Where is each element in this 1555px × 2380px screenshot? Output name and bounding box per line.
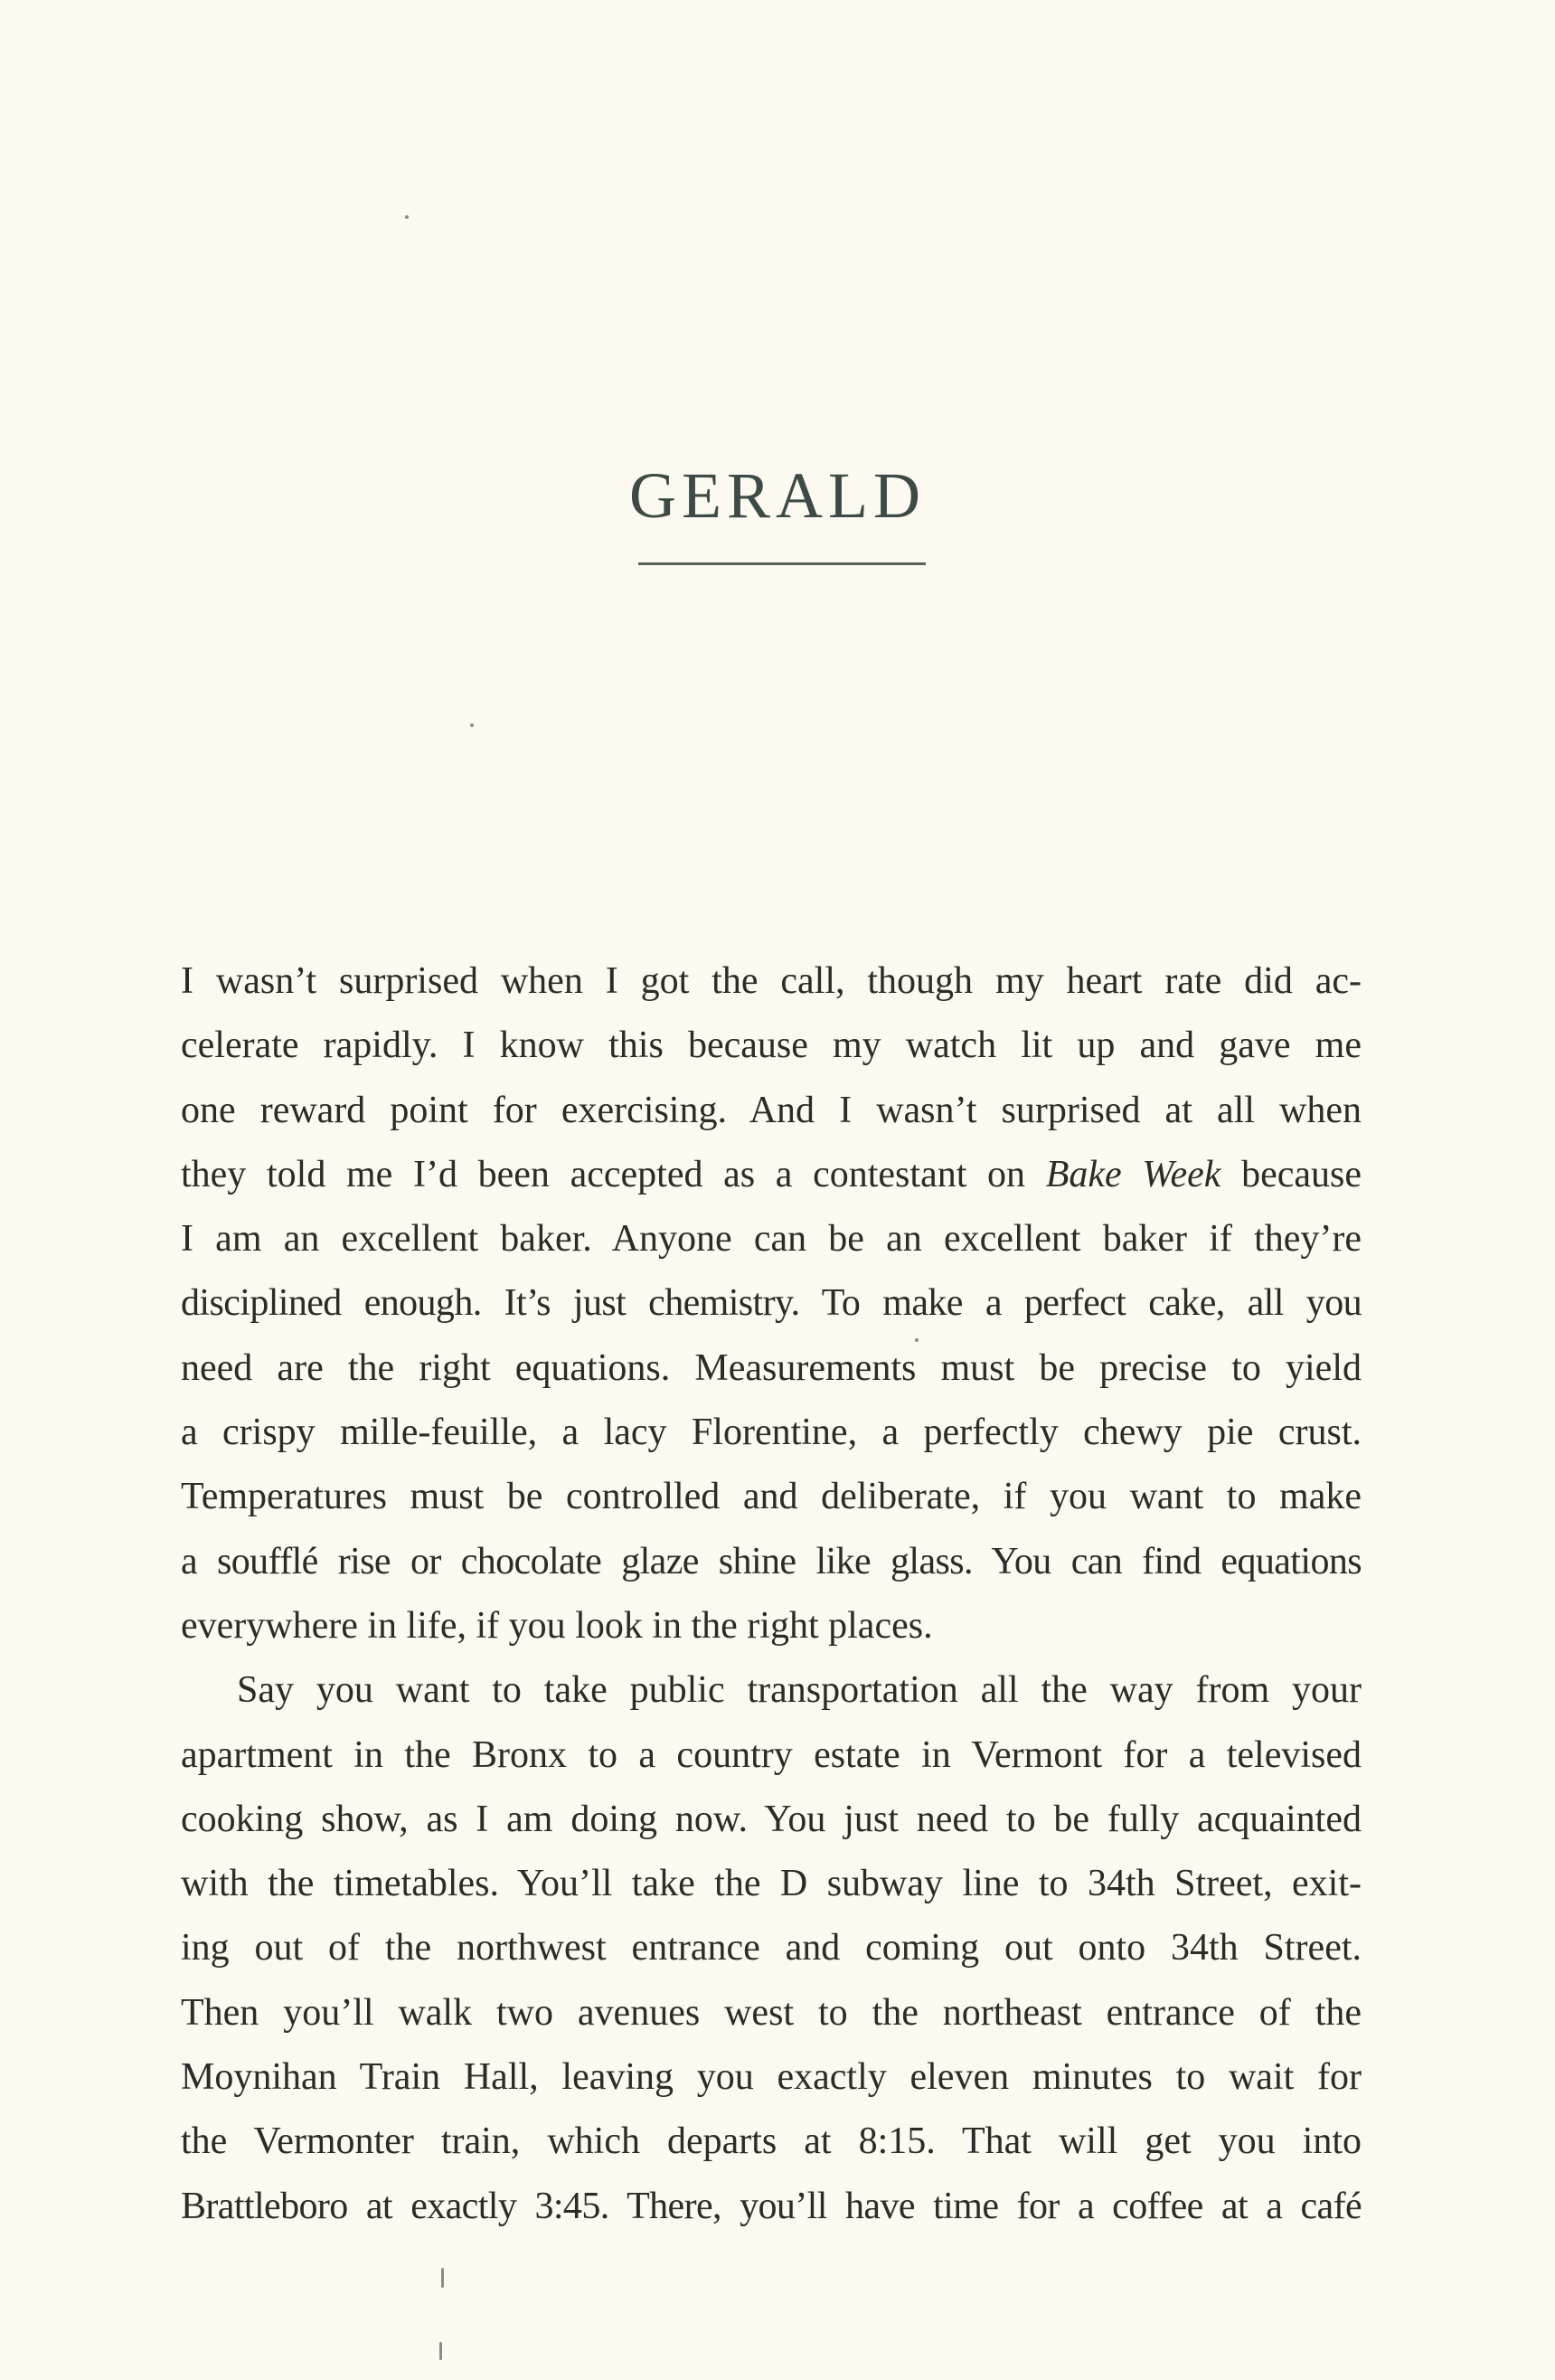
text-line: Then you’ll walk two avenues west to the northeast entrance of the xyxy=(181,1991,1362,2034)
show-title: Bake Week xyxy=(1045,1153,1221,1195)
text-line: Temperatures must be controlled and deliberate, if you want to make xyxy=(181,1476,1362,1518)
paper-speck xyxy=(915,1338,919,1342)
chapter-title: GERALD xyxy=(629,459,926,532)
text-line: everywhere in life, if you look in the right places. xyxy=(181,1604,933,1647)
paper-speck xyxy=(439,2342,442,2360)
text-fragment: because xyxy=(1220,1153,1362,1195)
text-line: the Vermonter train, which departs at 8:15. That will get you into xyxy=(181,2120,1362,2163)
text-line: Moynihan Train Hall, leaving you exactly eleven minutes to wait for xyxy=(181,2056,1362,2099)
text-line: need are the right equations. Measurements must be precise to yield xyxy=(181,1346,1362,1389)
text-line: apartment in the Bronx to a country estate in Vermont for a televised xyxy=(181,1733,1362,1776)
text-line: Brattleboro at exactly 3:45. There, you’ll have time for a coffee at a café xyxy=(181,2185,1362,2227)
text-fragment: they told me I’d been accepted as a contestant on xyxy=(181,1153,1046,1195)
text-line: with the timetables. You’ll take the D subway line to 34th Street, exit- xyxy=(181,1863,1362,1905)
title-underline xyxy=(638,562,926,565)
text-line: disciplined enough. It’s just chemistry. To make a perfect cake, all you xyxy=(181,1282,1362,1325)
text-line: Say you want to take public transportation all the way from your xyxy=(237,1669,1362,1712)
paper-speck xyxy=(441,2268,444,2288)
text-line: celerate rapidly. I know this because my watch lit up and gave me xyxy=(181,1025,1362,1067)
chapter-body xyxy=(181,949,1362,2239)
text-line: a crispy mille-feuille, a lacy Florentine, a perfectly chewy pie crust. xyxy=(181,1412,1362,1454)
text-line: cooking show, as I am doing now. You just need to be fully acquainted xyxy=(181,1798,1362,1840)
text-line: ing out of the northwest entrance and coming out onto 34th Street. xyxy=(181,1927,1362,1969)
text-line xyxy=(181,1143,1362,1207)
text-line: I wasn’t surprised when I got the call, though my heart rate did ac- xyxy=(181,960,1362,1002)
text-line: a soufflé rise or chocolate glaze shine like glass. You can find equations xyxy=(181,1540,1362,1582)
paper-speck xyxy=(405,215,409,219)
chapter-heading xyxy=(0,457,1555,534)
text-line: I am an excellent baker. Anyone can be an excellent baker if they’re xyxy=(181,1218,1362,1261)
text-line: one reward point for exercising. And I wasn’t surprised at all when xyxy=(181,1089,1362,1131)
paper-speck xyxy=(470,723,474,727)
